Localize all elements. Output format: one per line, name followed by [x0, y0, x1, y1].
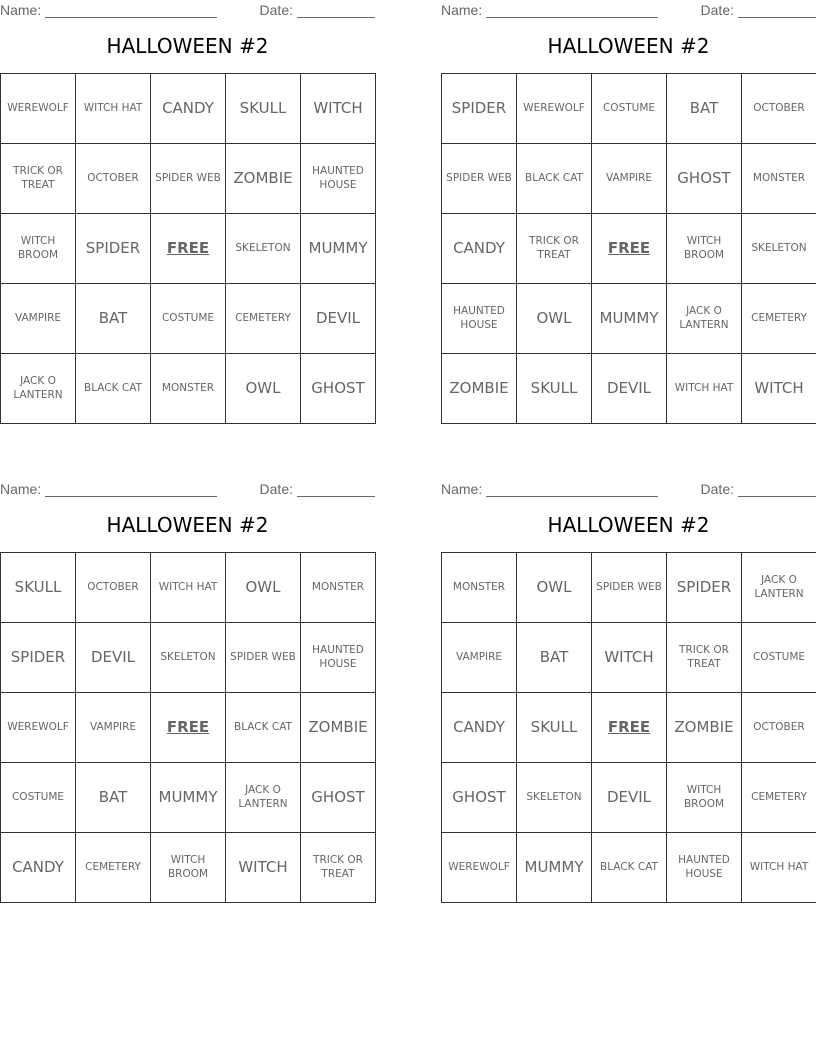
bingo-cell[interactable]: MUMMY — [517, 833, 592, 903]
bingo-cell[interactable]: SKULL — [226, 74, 301, 144]
date-label: Date: — [700, 481, 734, 497]
bingo-cell[interactable]: CEMETERY — [226, 284, 301, 354]
bingo-cell[interactable]: CEMETERY — [76, 833, 151, 903]
name-label: Name: — [441, 2, 483, 18]
bingo-cell[interactable]: SPIDER WEB — [226, 623, 301, 693]
bingo-cell[interactable]: WEREWOLF — [517, 74, 592, 144]
bingo-cell[interactable]: GHOST — [442, 763, 517, 833]
bingo-cell[interactable]: SPIDER — [667, 553, 742, 623]
bingo-cell[interactable]: WITCH — [592, 623, 667, 693]
bingo-cell[interactable]: MONSTER — [742, 144, 816, 214]
bingo-cell[interactable]: OCTOBER — [742, 74, 816, 144]
bingo-cell[interactable]: TRICK OR TREAT — [1, 144, 76, 214]
free-space[interactable]: FREE — [592, 214, 667, 284]
bingo-cell[interactable]: JACK O LANTERN — [742, 553, 816, 623]
card-title: HALLOWEEN #2 — [547, 34, 710, 58]
bingo-cell[interactable]: TRICK OR TREAT — [301, 833, 376, 903]
bingo-cell[interactable]: DEVIL — [592, 763, 667, 833]
bingo-cell[interactable]: BAT — [517, 623, 592, 693]
grid-row — [442, 354, 816, 424]
date-field[interactable] — [701, 481, 816, 497]
bingo-cell[interactable]: HAUNTED HOUSE — [301, 623, 376, 693]
bingo-cell[interactable]: MUMMY — [151, 763, 226, 833]
name-field[interactable] — [0, 481, 217, 497]
bingo-cell[interactable]: JACK O LANTERN — [667, 284, 742, 354]
name-field[interactable] — [441, 2, 658, 18]
bingo-cell[interactable]: SKELETON — [517, 763, 592, 833]
grid-row — [1, 144, 376, 214]
bingo-cell[interactable]: SKELETON — [151, 623, 226, 693]
grid-row — [442, 833, 816, 903]
bingo-cell[interactable]: COSTUME — [151, 284, 226, 354]
bingo-cell[interactable]: GHOST — [301, 763, 376, 833]
bingo-cell[interactable]: VAMPIRE — [442, 623, 517, 693]
bingo-cell[interactable]: COSTUME — [742, 623, 816, 693]
name-label: Name: — [0, 481, 42, 497]
bingo-cell[interactable]: SPIDER WEB — [442, 144, 517, 214]
bingo-grid — [0, 73, 376, 424]
bingo-cell[interactable]: JACK O LANTERN — [1, 354, 76, 424]
bingo-cell[interactable]: ZOMBIE — [667, 693, 742, 763]
bingo-card-2 — [441, 0, 816, 424]
bingo-grid — [441, 552, 816, 903]
name-date-bar — [441, 479, 816, 499]
grid-row — [1, 284, 376, 354]
bingo-cell[interactable]: WITCH — [226, 833, 301, 903]
bingo-cell[interactable]: BLACK CAT — [592, 833, 667, 903]
bingo-cell[interactable]: WEREWOLF — [442, 833, 517, 903]
bingo-cell[interactable]: BAT — [76, 763, 151, 833]
bingo-cell[interactable]: CANDY — [151, 74, 226, 144]
free-space[interactable]: FREE — [151, 693, 226, 763]
grid-row — [1, 693, 376, 763]
grid-row — [1, 74, 376, 144]
date-label: Date: — [700, 2, 734, 18]
grid-row — [442, 553, 816, 623]
bingo-card-3 — [0, 479, 375, 903]
bingo-grid — [0, 552, 376, 903]
bingo-cell[interactable]: GHOST — [301, 354, 376, 424]
bingo-cell[interactable]: SPIDER WEB — [151, 144, 226, 214]
bingo-cell[interactable]: COSTUME — [592, 74, 667, 144]
bingo-cell[interactable]: BAT — [667, 74, 742, 144]
bingo-cell[interactable]: SKELETON — [226, 214, 301, 284]
grid-row — [1, 553, 376, 623]
grid-row — [1, 763, 376, 833]
date-field[interactable] — [260, 2, 375, 18]
bingo-cell[interactable]: WITCH HAT — [667, 354, 742, 424]
grid-row — [442, 284, 816, 354]
date-field[interactable] — [260, 481, 375, 497]
bingo-cell[interactable]: CANDY — [1, 833, 76, 903]
bingo-cell[interactable]: WITCH HAT — [742, 833, 816, 903]
bingo-cell[interactable]: VAMPIRE — [592, 144, 667, 214]
bingo-cell[interactable]: CEMETERY — [742, 763, 816, 833]
bingo-card-1 — [0, 0, 375, 424]
bingo-cell[interactable]: VAMPIRE — [1, 284, 76, 354]
name-field[interactable] — [441, 481, 658, 497]
bingo-cell[interactable]: CEMETERY — [742, 284, 816, 354]
bingo-cell[interactable]: TRICK OR TREAT — [517, 214, 592, 284]
bingo-cell[interactable]: MUMMY — [592, 284, 667, 354]
bingo-cell[interactable]: WITCH BROOM — [667, 214, 742, 284]
bingo-cell[interactable]: OCTOBER — [76, 144, 151, 214]
date-label: Date: — [259, 481, 293, 497]
bingo-cell[interactable]: MONSTER — [151, 354, 226, 424]
grid-row — [1, 354, 376, 424]
bingo-cell[interactable]: SKELETON — [742, 214, 816, 284]
bingo-cell[interactable]: MONSTER — [442, 553, 517, 623]
card-title: HALLOWEEN #2 — [106, 513, 269, 537]
grid-row — [442, 74, 816, 144]
bingo-cell[interactable]: DEVIL — [592, 354, 667, 424]
bingo-cell[interactable]: DEVIL — [76, 623, 151, 693]
bingo-cell[interactable]: SPIDER — [1, 623, 76, 693]
bingo-card-4 — [441, 479, 816, 903]
bingo-cell[interactable]: MONSTER — [301, 553, 376, 623]
bingo-cell[interactable]: GHOST — [667, 144, 742, 214]
bingo-grid — [441, 73, 816, 424]
name-label: Name: — [0, 2, 42, 18]
bingo-cell[interactable]: WEREWOLF — [1, 693, 76, 763]
bingo-cell[interactable]: OWL — [517, 284, 592, 354]
bingo-cell[interactable]: OWL — [517, 553, 592, 623]
grid-row — [442, 214, 816, 284]
free-space[interactable]: FREE — [592, 693, 667, 763]
bingo-cell[interactable]: WITCH BROOM — [1, 214, 76, 284]
bingo-cell[interactable]: SKULL — [517, 693, 592, 763]
grid-row — [1, 833, 376, 903]
grid-row — [442, 623, 816, 693]
name-field[interactable] — [0, 2, 217, 18]
bingo-cell[interactable]: SPIDER WEB — [592, 553, 667, 623]
bingo-cell[interactable]: WITCH HAT — [76, 74, 151, 144]
free-space[interactable]: FREE — [151, 214, 226, 284]
bingo-cell[interactable]: WITCH HAT — [151, 553, 226, 623]
bingo-cell[interactable]: WEREWOLF — [1, 74, 76, 144]
bingo-cell[interactable]: VAMPIRE — [76, 693, 151, 763]
bingo-cell[interactable]: BLACK CAT — [226, 693, 301, 763]
date-field[interactable] — [701, 2, 816, 18]
bingo-cell[interactable]: SPIDER — [442, 74, 517, 144]
bingo-cell[interactable]: WITCH BROOM — [151, 833, 226, 903]
bingo-cell[interactable]: CANDY — [442, 214, 517, 284]
grid-row — [1, 623, 376, 693]
grid-row — [442, 144, 816, 214]
bingo-cell[interactable]: OWL — [226, 354, 301, 424]
bingo-cell[interactable]: BLACK CAT — [76, 354, 151, 424]
bingo-cell[interactable]: WITCH BROOM — [667, 763, 742, 833]
bingo-cell[interactable]: SKULL — [517, 354, 592, 424]
bingo-cell[interactable]: OCTOBER — [76, 553, 151, 623]
bingo-cell[interactable]: ZOMBIE — [301, 693, 376, 763]
bingo-cell[interactable]: DEVIL — [301, 284, 376, 354]
bingo-cell[interactable]: SKULL — [1, 553, 76, 623]
bingo-cell[interactable]: BAT — [76, 284, 151, 354]
bingo-cell[interactable]: OWL — [226, 553, 301, 623]
card-title: HALLOWEEN #2 — [106, 34, 269, 58]
bingo-cell[interactable]: HAUNTED HOUSE — [301, 144, 376, 214]
bingo-cell[interactable]: ZOMBIE — [442, 354, 517, 424]
grid-row — [442, 763, 816, 833]
bingo-cell[interactable]: BLACK CAT — [517, 144, 592, 214]
bingo-cell[interactable]: HAUNTED HOUSE — [667, 833, 742, 903]
bingo-cell[interactable]: JACK O LANTERN — [226, 763, 301, 833]
name-date-bar — [441, 0, 816, 20]
name-date-bar — [0, 479, 375, 499]
bingo-cell[interactable]: HAUNTED HOUSE — [442, 284, 517, 354]
grid-row — [442, 693, 816, 763]
bingo-cell[interactable]: MUMMY — [301, 214, 376, 284]
bingo-cell[interactable]: ZOMBIE — [226, 144, 301, 214]
bingo-cell[interactable]: WITCH — [742, 354, 816, 424]
bingo-cell[interactable]: CANDY — [442, 693, 517, 763]
bingo-cell[interactable]: TRICK OR TREAT — [667, 623, 742, 693]
grid-row — [1, 214, 376, 284]
name-date-bar — [0, 0, 375, 20]
name-label: Name: — [441, 481, 483, 497]
date-label: Date: — [259, 2, 293, 18]
card-title: HALLOWEEN #2 — [547, 513, 710, 537]
bingo-cell[interactable]: WITCH — [301, 74, 376, 144]
bingo-cell[interactable]: COSTUME — [1, 763, 76, 833]
bingo-cell[interactable]: SPIDER — [76, 214, 151, 284]
bingo-cell[interactable]: OCTOBER — [742, 693, 816, 763]
